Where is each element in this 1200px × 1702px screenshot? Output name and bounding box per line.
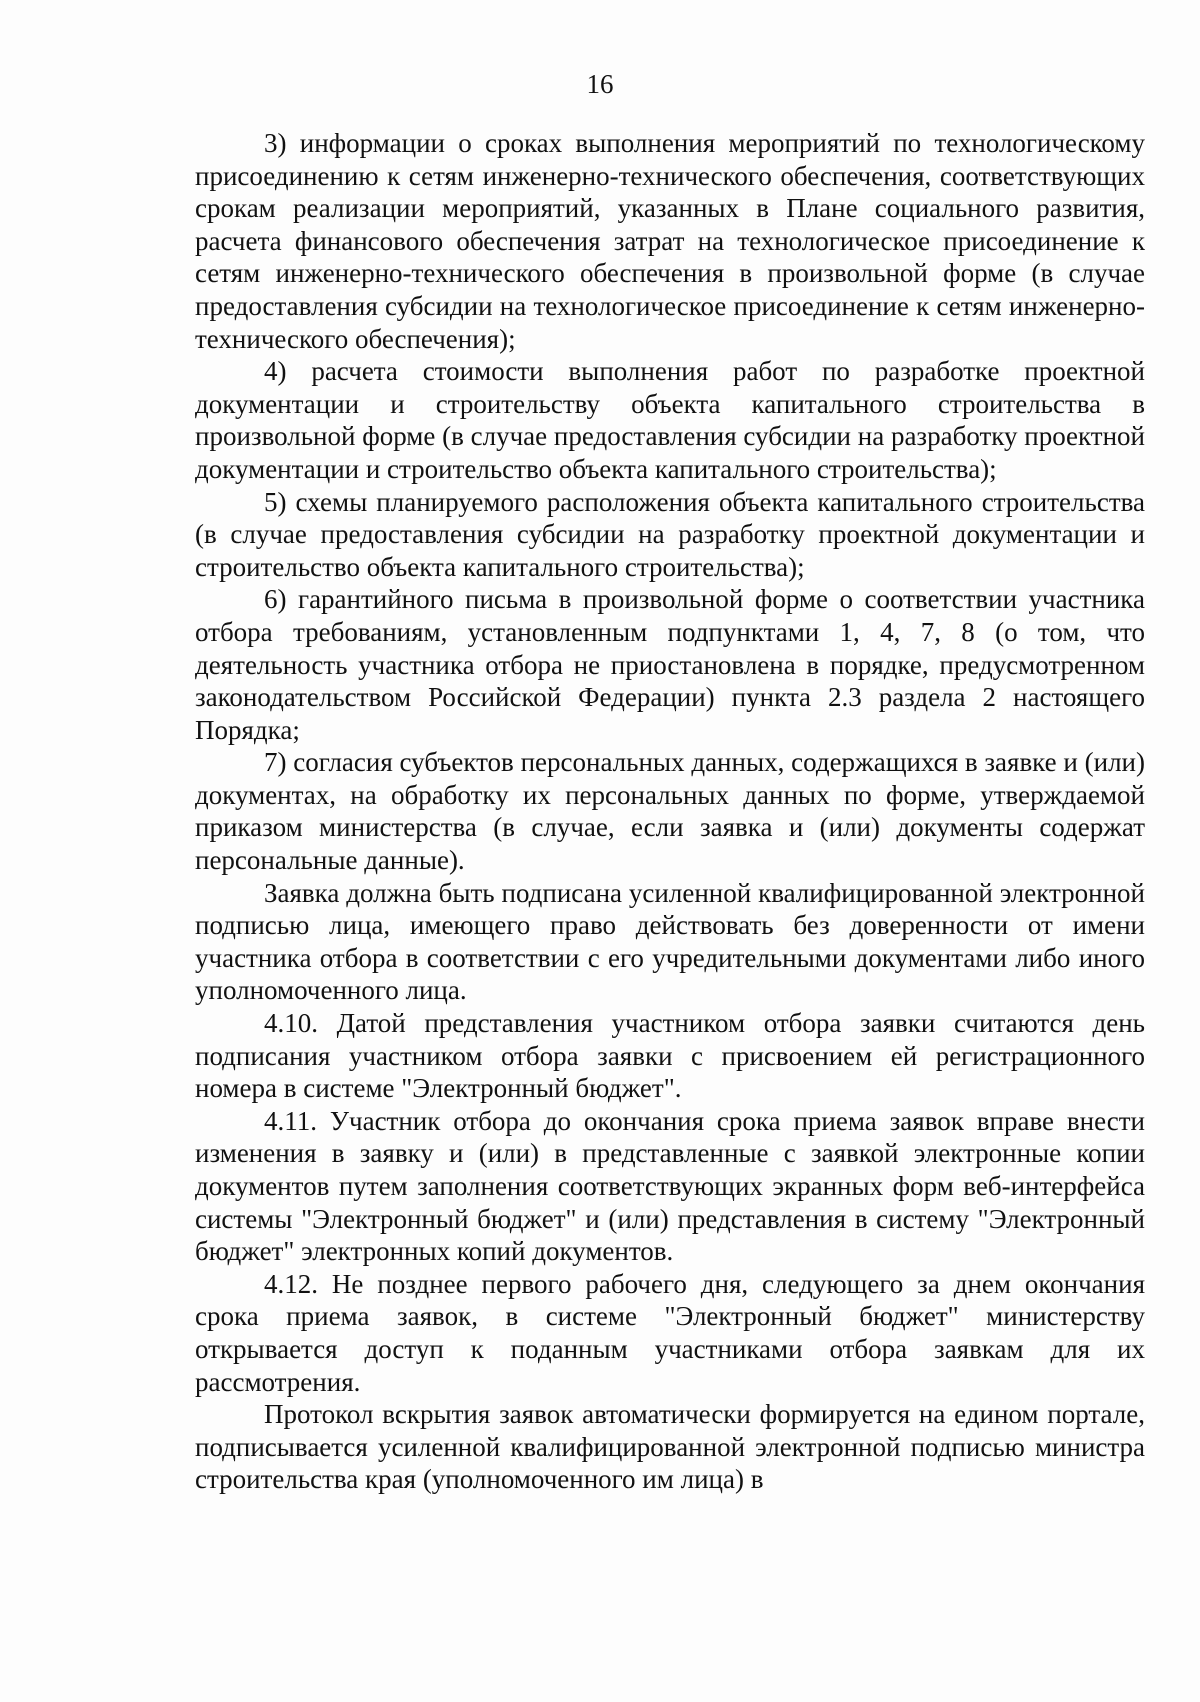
paragraph-item-7: 7) согласия субъектов персональных данных, содержащихся в заявке и (или) документах, на обработку их персональных данных по форме, утверждаемой приказом министерства (в случае, если заявка и (или) документы содержат персональные данные).	[195, 747, 1145, 876]
paragraph-signature-requirement: Заявка должна быть подписана усиленной квалифицированной электронной подписью лица, имеющего право действовать без доверенности от имени участника отбора в соответствии с его учредительными документами либо иного уполномоченного лица.	[195, 877, 1145, 1006]
paragraph-item-4: 4) расчета стоимости выполнения работ по разработке проектной документации и строительству объекта капитального строительства в произвольной форме (в случае предоставления субсидии на разработку проектной документации и строительство объекта капитального строительства);	[195, 356, 1145, 484]
paragraph-4-11: 4.11. Участник отбора до окончания срока приема заявок вправе внести изменения в заявку и (или) в представленные с заявкой электронные копии документов путем заполнения соответствующих экранных форм веб-интерфейса системы "Электронный бюджет" и (или) представления в систему "Электронный бюджет" электронных копий документов.	[195, 1105, 1145, 1267]
paragraph-item-6: 6) гарантийного письма в произвольной форме о соответствии участника отбора требованиям, установленным подпунктами 1, 4, 7, 8 (о том, что деятельность участника отбора не приостановлена в порядке, предусмотренном законодательством Российской Федерации) пункта 2.3 раздела 2 настоящего Порядка;	[195, 584, 1145, 745]
paragraph-item-5: 5) схемы планируемого расположения объекта капитального строительства (в случае предоставления субсидии на разработку проектной документации и строительство объекта капитального строительства);	[195, 486, 1145, 582]
page-number: 16	[586, 69, 614, 99]
paragraph-item-3: 3) информации о сроках выполнения мероприятий по технологическому присоединению к сетям инженерно-технического обеспечения, соответствующих срокам реализации мероприятий, указанных в Плане социального развития, расчета финансового обеспечения затрат на технологическое присоединение к сетям инженерно-технического обеспечения в произвольной форме (в случае предоставления субсидии на технологическое присоединение к сетям инженерно-технического обеспечения);	[195, 128, 1145, 354]
document-body	[195, 127, 1145, 1496]
paragraph-4-10: 4.10. Датой представления участником отбора заявки считаются день подписания участником отбора заявки с присвоением ей регистрационного номера в системе "Электронный бюджет".	[195, 1008, 1145, 1104]
paragraph-protocol: Протокол вскрытия заявок автоматически формируется на едином портале, подписывается усиленной квалифицированной электронной подписью министра строительства края (уполномоченного им лица) в	[195, 1399, 1145, 1495]
paragraph-4-12: 4.12. Не позднее первого рабочего дня, следующего за днем окончания срока приема заявок, в системе "Электронный бюджет" министерству открывается доступ к поданным участниками отбора заявкам для их рассмотрения.	[195, 1268, 1145, 1397]
